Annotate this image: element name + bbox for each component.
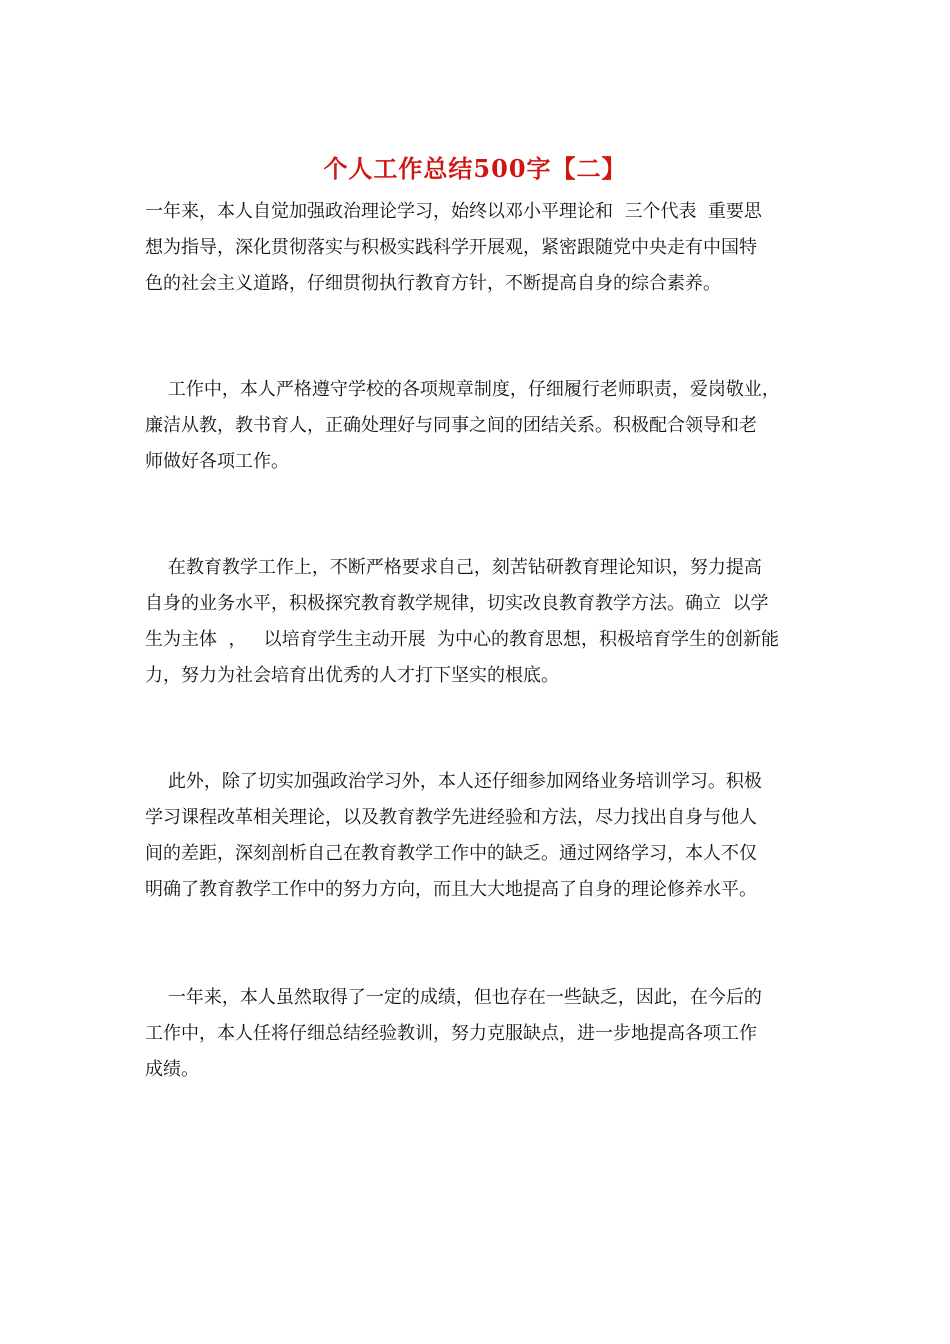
paragraph-line: 廉洁从教，教书育人，正确处理好与同事之间的团结关系。积极配合领导和老: [145, 415, 757, 436]
paragraph-5: [145, 980, 825, 1088]
paragraph-2: [145, 372, 825, 480]
paragraph-1: [145, 194, 825, 302]
paragraph-line: 工作中，本人任将仔细总结经验教训，努力克服缺点，进一步地提高各项工作: [145, 1023, 757, 1044]
paragraph-line: 工作中，本人严格遵守学校的各项规章制度，仔细履行老师职责，爱岗敬业，: [145, 379, 780, 400]
paragraph-line: 生为主体 ， 以培育学生主动开展 为中心的教育思想，积极培育学生的创新能: [145, 629, 780, 650]
paragraph-line: 色的社会主义道路，仔细贯彻执行教育方针，不断提高自身的综合素养。: [145, 273, 721, 294]
paragraph-line: 成绩。: [145, 1059, 199, 1080]
paragraph-line: 力，努力为社会培育出优秀的人才打下坚实的根底。: [145, 665, 559, 686]
paragraph-line: 学习课程改革相关理论，以及教育教学先进经验和方法，尽力找出自身与他人: [145, 807, 757, 828]
paragraph-line: 间的差距，深刻剖析自己在教育教学工作中的缺乏。通过网络学习，本人不仅: [145, 843, 757, 864]
paragraph-3: [145, 550, 825, 694]
paragraph-line: 此外，除了切实加强政治学习外，本人还仔细参加网络业务培训学习。积极: [145, 771, 762, 792]
paragraph-line: 明确了教育教学工作中的努力方向，而且大大地提高了自身的理论修养水平。: [145, 879, 757, 900]
paragraph-line: 在教育教学工作上，不断严格要求自己，刻苦钻研教育理论知识，努力提高: [145, 557, 762, 578]
paragraph-4: [145, 764, 825, 908]
paragraph-line: 想为指导，深化贯彻落实与积极实践科学开展观，紧密跟随党中央走有中国特: [145, 237, 757, 258]
paragraph-line: 自身的业务水平，积极探究教育教学规律，切实改良教育教学方法。确立 以学: [145, 593, 769, 614]
document-title: 个人工作总结500字【二】: [323, 154, 627, 183]
paragraph-line: 师做好各项工作。: [145, 451, 289, 472]
paragraph-line: 一年来，本人自觉加强政治理论学习，始终以邓小平理论和 三个代表 重要思: [145, 201, 762, 222]
paragraph-line: 一年来，本人虽然取得了一定的成绩，但也存在一些缺乏，因此，在今后的: [145, 987, 762, 1008]
